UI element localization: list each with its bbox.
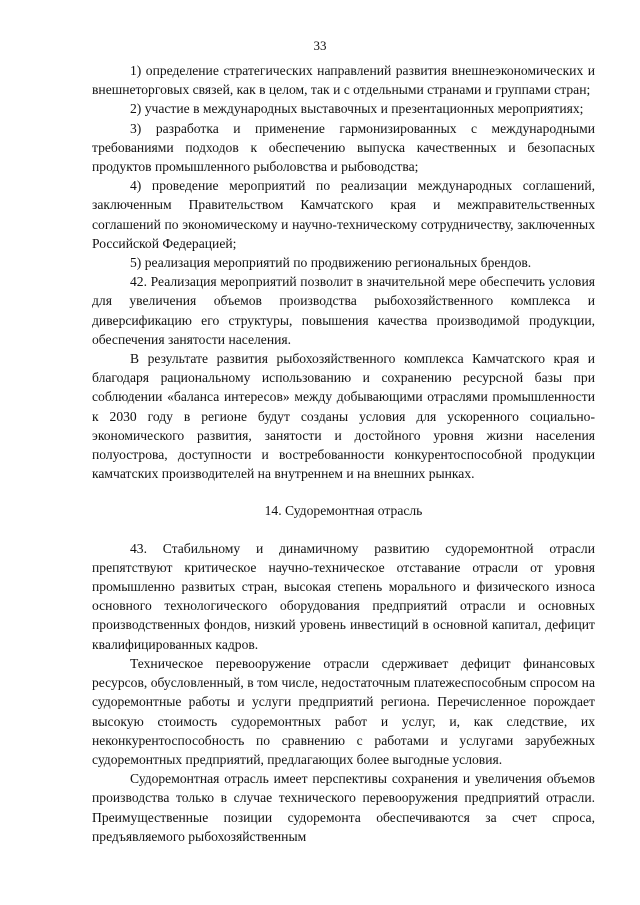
list-item-1: 1) определение стратегических направлений развития внешнеэкономических и внешнеторговых связей, как в целом, так и с отдельными странами и группами стран; <box>92 63 595 98</box>
list-item-5: 5) реализация мероприятий по продвижению региональных брендов. <box>130 255 532 271</box>
paragraph-43: 43. Стабильному и динамичному развитию судоремонтной отрасли препятствуют критическое научно-техническое отставание отрасли от уровня промышленно развитых стран, высокая степень морального и физического износа основного технологического оборудования предприятий отрасли и основных производственных фондов, низкий уровень инвестиций в основной капитал, дефицит квалифицированных кадров. <box>92 540 595 652</box>
paragraph-prospects: Судоремонтная отрасль имеет перспективы сохранения и увеличения объемов производства только в случае технического перевооружения предприятий отрасли. Преимущественные позиции судоремонта обеспечиваются за счет спроса, предъявляемого рыбохозяйственным <box>92 771 595 844</box>
paragraph-results: В результате развития рыбохозяйственного комплекса Камчатского края и благодаря рациональному использованию и сохранению ресурсной базы при соблюдении «баланса интересов» между добывающими отраслями промышленности к 2030 году в регионе будут созданы условия для ускоренного социально-экономического развития, занятости и достойного уровня жизни населения полуострова, доступности и востребованности конкурентоспособной продукции камчатских производителей на внутреннем и на внешних рынках. <box>92 351 595 482</box>
paragraph-42: 42. Реализация мероприятий позволит в значительной мере обеспечить условия для увеличения объемов производства рыбохозяйственного комплекса и диверсификацию его структуры, повышения качества производимой продукции, обеспечения занятости населения. <box>92 274 595 347</box>
page-body <box>92 61 595 846</box>
list-item-3: 3) разработка и применение гармонизированных с международными требованиями подходов к обеспечению выпуска качественных и безопасных продуктов промышленного рыболовства и рыбоводства; <box>92 120 595 175</box>
list-item-2: 2) участие в международных выставочных и презентационных мероприятиях; <box>130 101 584 117</box>
list-item-4: 4) проведение мероприятий по реализации международных соглашений, заключенным Правительством Камчатского края и межправительственных соглашений по экономическому и научно-техническому сотрудничеству, заключенных Российской Федерацией; <box>92 178 595 251</box>
paragraph-technical-reequipment: Техническое перевооружение отрасли сдерживает дефицит финансовых ресурсов, обусловленный, в том числе, недостаточным платежеспособным спросом на судоремонтные работы и услуги предприятий региона. Перечисленное порождает высокую стоимость судоремонтных работ и услуг, и, как следствие, их неконкурентоспособность по сравнению с работами и услугами зарубежных судоремонтных предприятий, предлагающих более выгодные условия. <box>92 655 595 767</box>
page-number: 33 <box>313 38 327 53</box>
section-heading: 14. Судоремонтная отрасль <box>264 503 423 519</box>
